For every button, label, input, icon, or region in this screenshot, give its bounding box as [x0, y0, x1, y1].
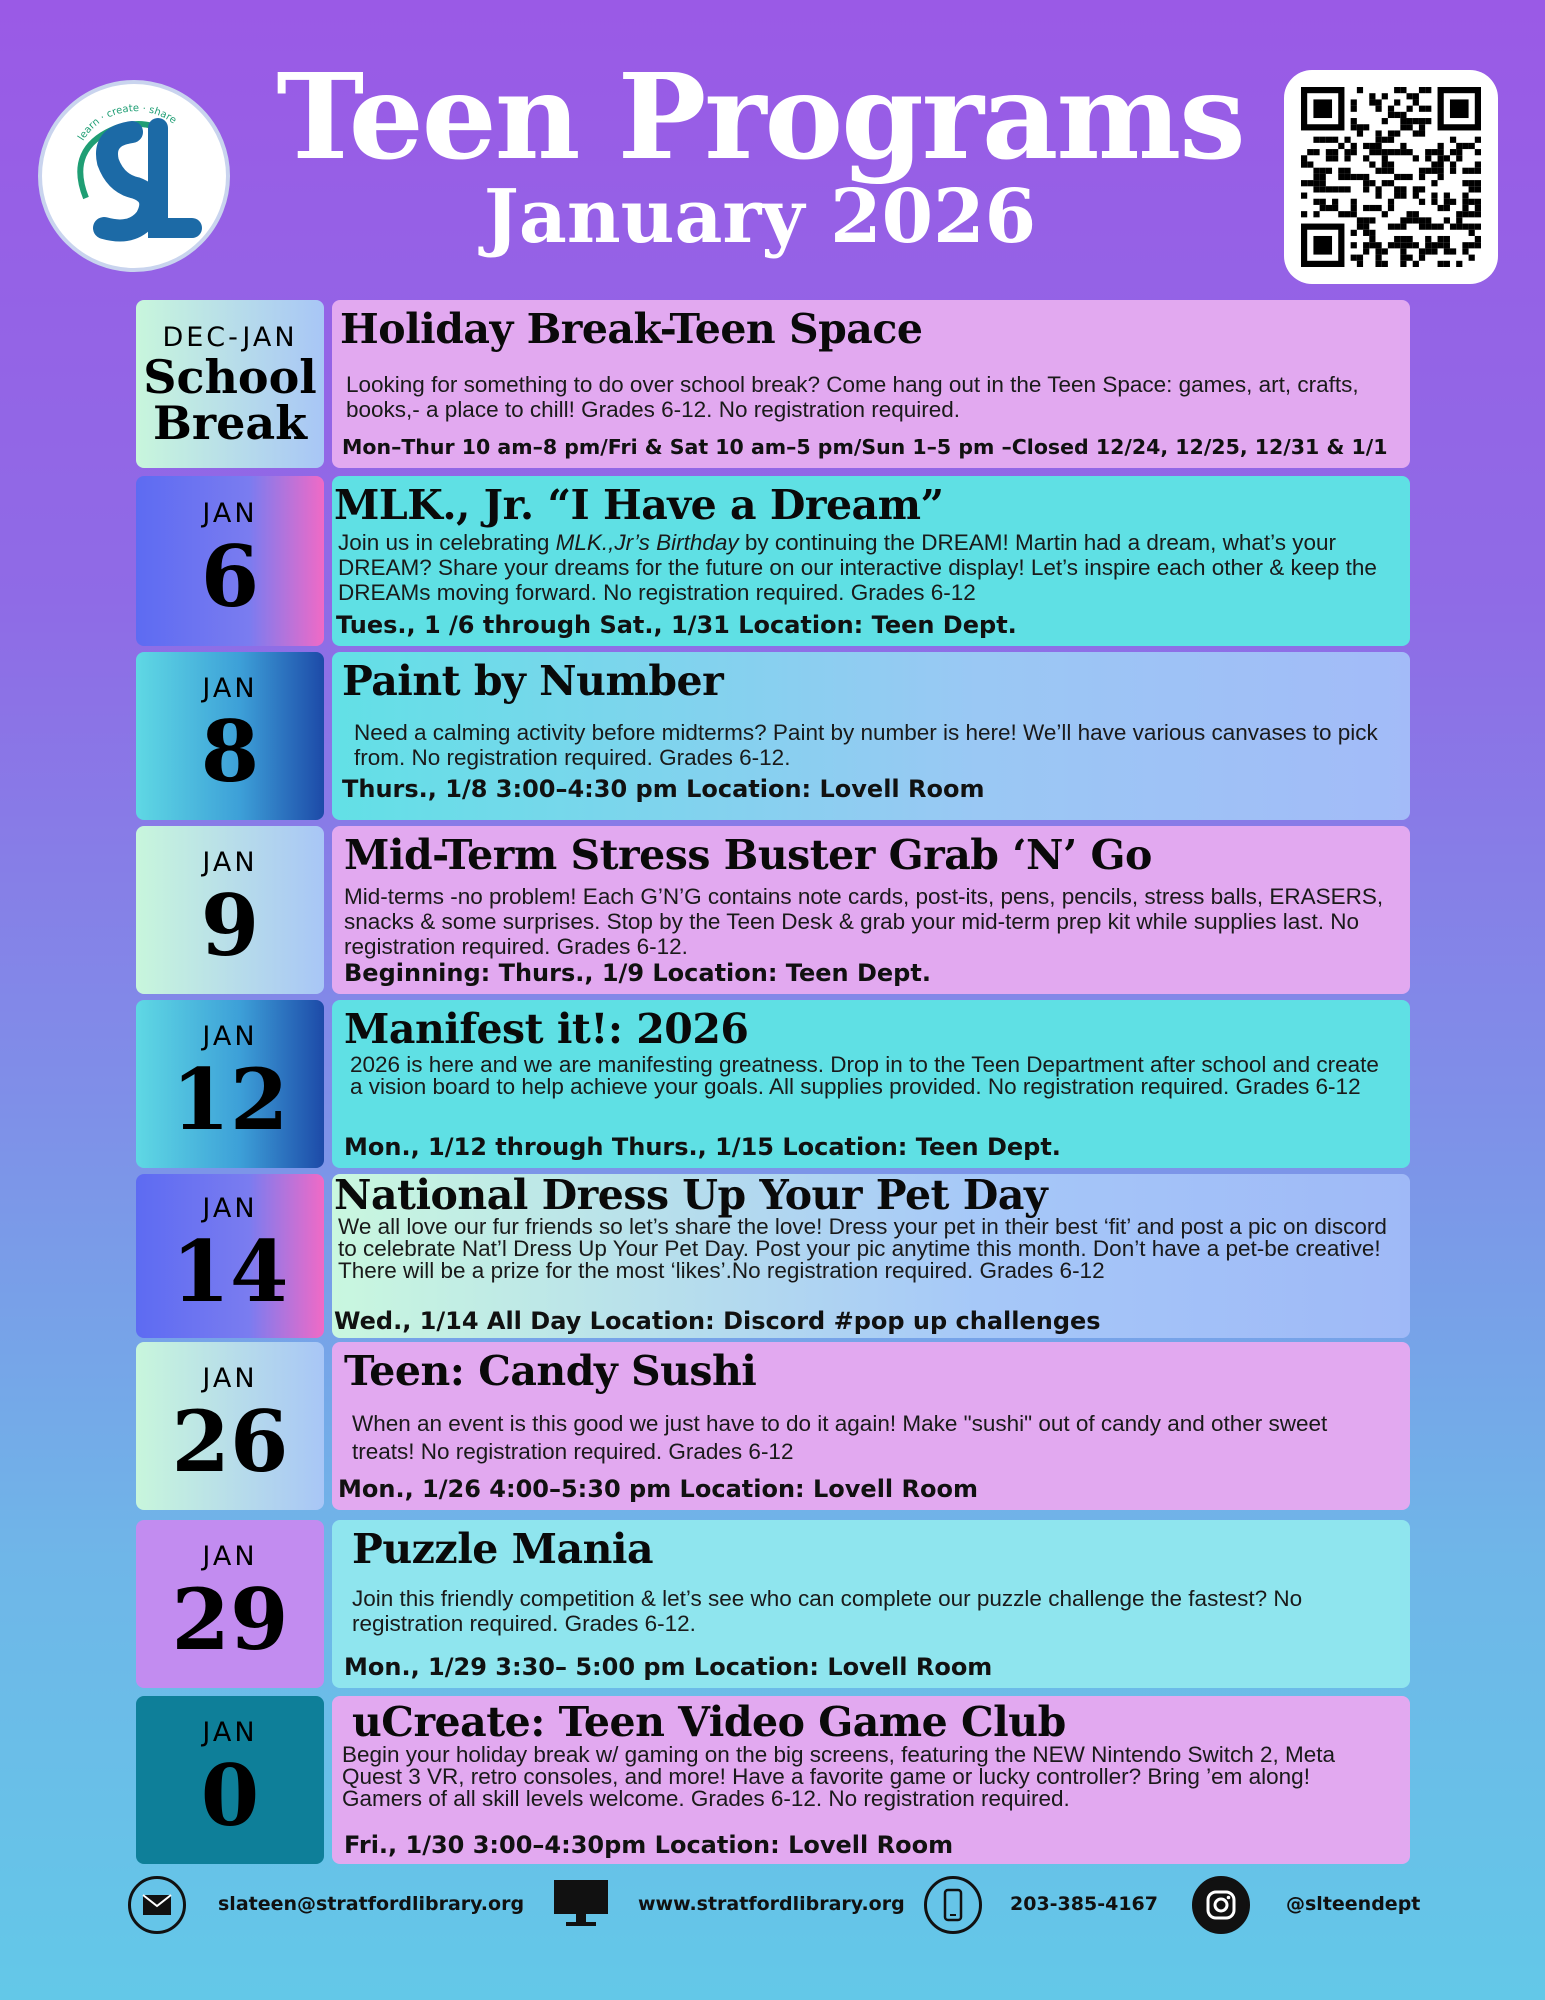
event-info: Mon–Thur 10 am–8 pm/Fri & Sat 10 am–5 pm/Sun 1–5 pm –Closed 12/24, 12/25, 12/31 & 1/1	[342, 435, 1388, 459]
date-badge-jan-26	[136, 1342, 324, 1510]
qr-code-icon	[1301, 87, 1481, 267]
sl-logo-icon	[46, 88, 222, 264]
date-day: 9	[200, 876, 260, 975]
event-info: Mon., 1/12 through Thurs., 1/15 Location: Teen Dept.	[344, 1133, 1061, 1161]
qr-code[interactable]	[1284, 70, 1498, 284]
event-card-video-game-club[interactable]	[332, 1696, 1410, 1864]
date-badge-jan-30	[136, 1696, 324, 1864]
date-month: JAN	[202, 673, 258, 704]
date-day: 29	[171, 1570, 289, 1669]
footer-email-link[interactable]: slateen@stratfordlibrary.org	[218, 1893, 525, 1915]
footer-social-link[interactable]: @slteendept	[1286, 1893, 1421, 1915]
event-card-puzzle-mania[interactable]	[332, 1520, 1410, 1688]
phone-icon	[924, 1876, 982, 1934]
event-title: National Dress Up Your Pet Day	[334, 1171, 1048, 1219]
date-month: JAN	[202, 1717, 258, 1748]
event-title: Puzzle Mania	[352, 1525, 654, 1573]
date-month: JAN	[202, 1193, 258, 1224]
event-description: We all love our fur friends so let’s share the love! Dress your pet in their best ‘fit’ and post a pic on discord to celebrate Nat’l Dress Up Your Pet Day. Post your pic anytime this month. Don’t have a pet-be creative! There will be a prize for the most ‘likes’.No registration required. Grades 6-12	[338, 1214, 1387, 1283]
date-month: DEC-JAN	[162, 322, 298, 353]
library-logo	[38, 80, 230, 272]
event-info: Wed., 1/14 All Day Location: Discord #pop up challenges	[334, 1307, 1101, 1335]
event-title: MLK., Jr. “I Have a Dream”	[334, 481, 944, 529]
envelope-icon	[128, 1876, 186, 1934]
date-badge-jan-9	[136, 826, 324, 994]
event-description: Looking for something to do over school break? Come hang out in the Teen Space: games, art, crafts, books,- a place to chill! Grades 6-12. No registration required.	[346, 372, 1359, 422]
event-title: Holiday Break-Teen Space	[340, 305, 923, 353]
date-badge-jan-8	[136, 652, 324, 820]
date-label: Break	[152, 396, 308, 450]
event-card-manifest[interactable]	[332, 1000, 1410, 1168]
event-description: Mid-terms -no problem! Each G’N’G contains note cards, post-its, pens, pencils, stress balls, ERASERS, snacks & some surprises. Stop by the Teen Desk & grab your mid-term prep kit while supplies last. No registration required. Grades 6-12.	[344, 884, 1384, 959]
instagram-icon	[1192, 1876, 1250, 1934]
date-day: 26	[171, 1392, 289, 1491]
date-badge-jan-29	[136, 1520, 324, 1688]
description-text: by continuing the DREAM! Martin had a dream, what’s your DREAM? Share your dreams for the future on our interactive display! Let’s inspire each other & keep the DREAMs moving forward. No registration required. Grades 6-12	[338, 530, 1377, 605]
event-card-candy-sushi[interactable]	[332, 1342, 1410, 1510]
event-title: Teen: Candy Sushi	[344, 1347, 757, 1395]
event-info: Tues., 1 /6 through Sat., 1/31 Location: Teen Dept.	[336, 611, 1017, 639]
date-month: JAN	[202, 498, 258, 529]
event-description: Begin your holiday break w/ gaming on the big screens, featuring the NEW Nintendo Switch 2, Meta Quest 3 VR, retro consoles, and more! Have a favorite game or lucky controller? Bring ’em along! Gamers of all skill levels welcome. Grades 6-12. No registration required.	[342, 1742, 1336, 1811]
event-title: uCreate: Teen Video Game Club	[352, 1698, 1066, 1746]
event-card-stress-buster[interactable]	[332, 826, 1410, 994]
date-month: JAN	[202, 1021, 258, 1052]
event-description: When an event is this good we just have to do it again! Make "sushi" out of candy and other sweet treats! No registration required. Grades 6-12	[352, 1411, 1328, 1464]
description-text: Join us in celebrating	[338, 530, 556, 555]
page-subtitle: January 2026	[483, 174, 1037, 260]
date-badge-jan-12	[136, 1000, 324, 1168]
event-description: 2026 is here and we are manifesting greatness. Drop in to the Teen Department after school and create a vision board to help achieve your goals. All supplies provided. No registration required. Grades 6-12	[350, 1052, 1379, 1099]
event-info: Mon., 1/29 3:30– 5:00 pm Location: Lovell Room	[344, 1653, 993, 1681]
date-month: JAN	[202, 1541, 258, 1572]
event-card-paint-by-number[interactable]	[332, 652, 1410, 820]
logo-tagline: learn · create · share	[76, 103, 179, 143]
date-badge-school-break	[136, 300, 324, 468]
event-card-dress-up-pet[interactable]	[332, 1171, 1410, 1338]
description-emphasis: MLK.,Jr’s Birthday	[555, 530, 739, 555]
footer-website-link[interactable]: www.stratfordlibrary.org	[638, 1893, 905, 1915]
date-label: School	[143, 350, 317, 404]
event-title: Manifest it!: 2026	[344, 1005, 749, 1053]
date-badge-jan-6	[136, 476, 324, 646]
event-title: Paint by Number	[342, 657, 724, 705]
footer-phone-link[interactable]: 203-385-4167	[1010, 1893, 1158, 1915]
event-card-mlk[interactable]	[332, 476, 1410, 646]
date-day: 14	[171, 1222, 289, 1321]
date-day: 0	[200, 1746, 260, 1845]
event-description: Need a calming activity before midterms? Paint by number is here! We’ll have various canvases to pick from. No registration required. Grades 6-12.	[354, 720, 1378, 770]
event-info: Mon., 1/26 4:00–5:30 pm Location: Lovell Room	[338, 1475, 978, 1503]
page-title: Teen Programs	[276, 47, 1244, 186]
event-info: Beginning: Thurs., 1/9 Location: Teen Dept.	[344, 959, 931, 987]
event-description	[334, 530, 1396, 605]
event-card-holiday-break[interactable]	[332, 300, 1410, 468]
monitor-icon	[552, 1878, 610, 1928]
event-description: Join this friendly competition & let’s see who can complete our puzzle challenge the fastest? No registration required. Grades 6-12.	[352, 1586, 1303, 1636]
date-month: JAN	[202, 1363, 258, 1394]
event-info: Fri., 1/30 3:00–4:30pm Location: Lovell Room	[344, 1831, 954, 1859]
date-badge-jan-14	[136, 1174, 324, 1338]
date-month: JAN	[202, 847, 258, 878]
date-day: 6	[200, 527, 260, 626]
date-day: 8	[200, 702, 260, 801]
event-title: Mid-Term Stress Buster Grab ‘N’ Go	[344, 831, 1152, 879]
event-info: Thurs., 1/8 3:00–4:30 pm Location: Lovell Room	[342, 775, 985, 803]
date-day: 12	[171, 1050, 289, 1149]
